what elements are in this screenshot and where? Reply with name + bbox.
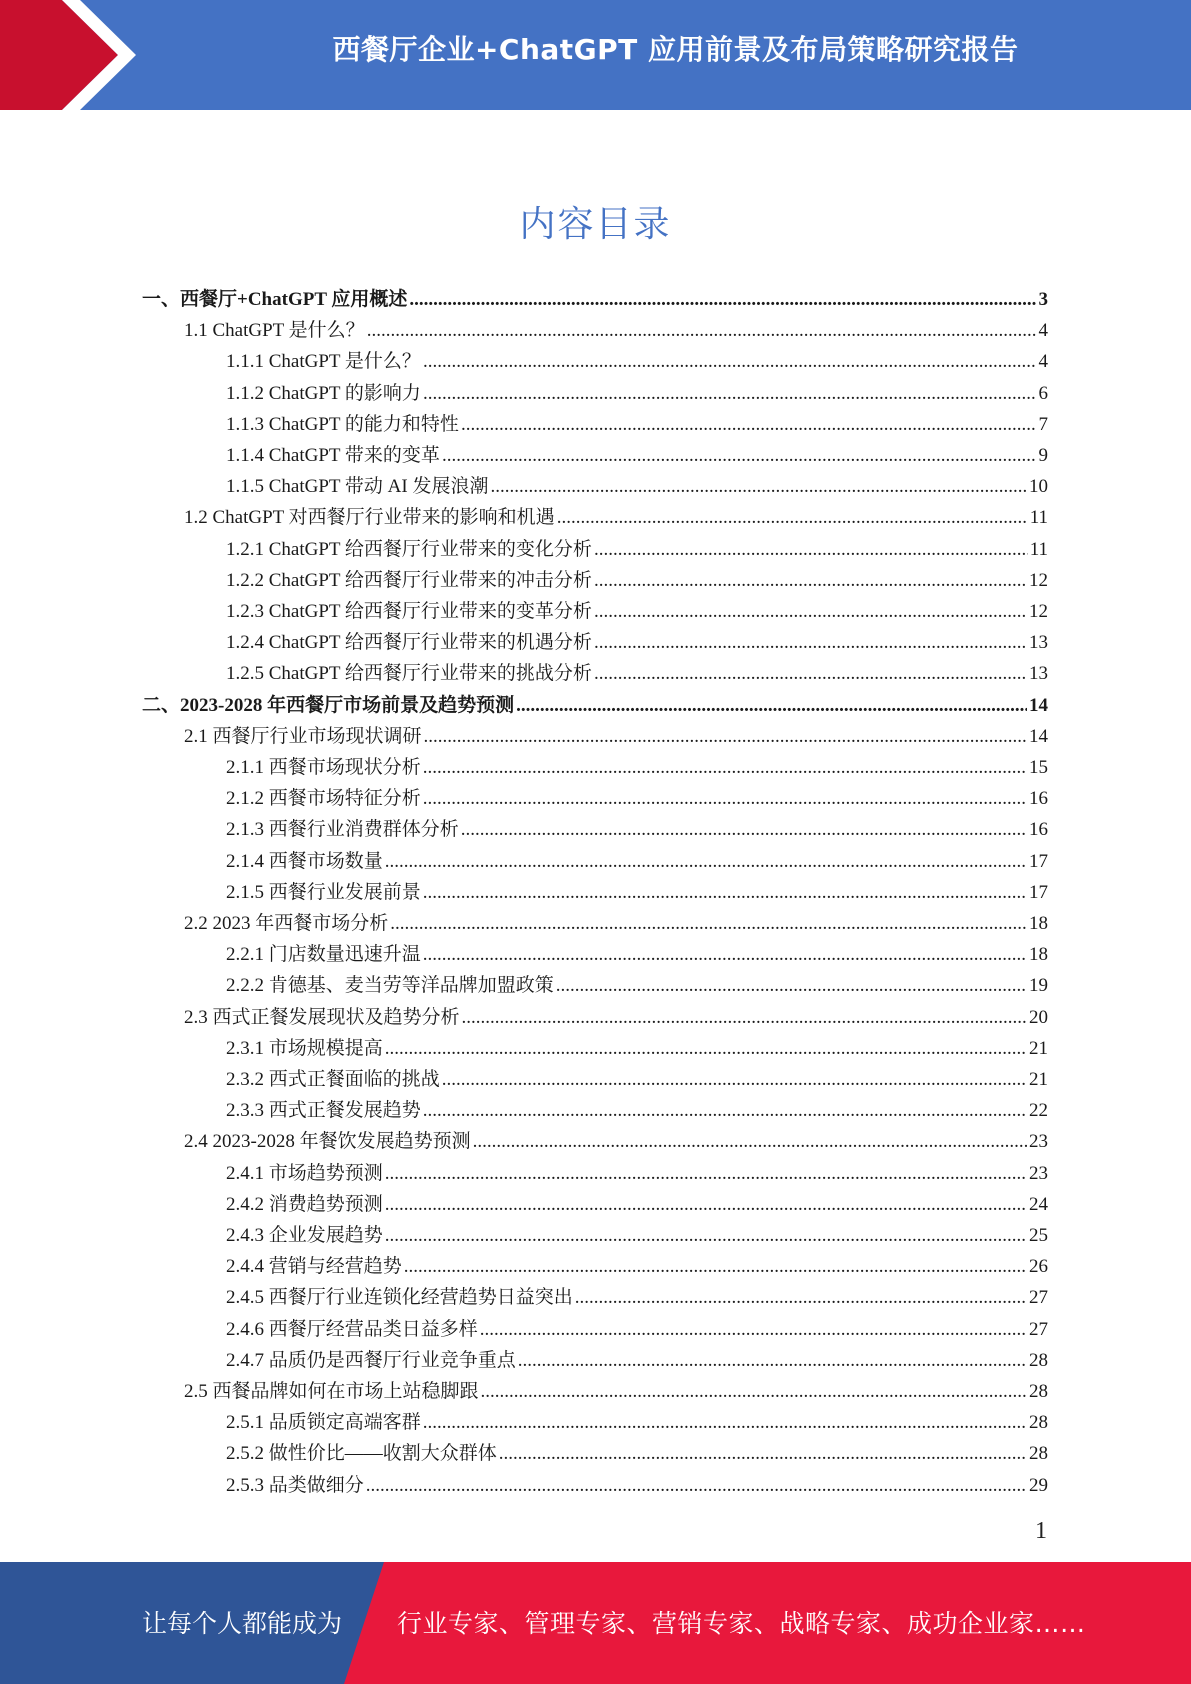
toc-entry-page: 15 [1029, 757, 1048, 778]
toc-entry[interactable] [184, 316, 1048, 346]
toc-entry-label: 2.5.2 做性价比——收割大众群体 [226, 1443, 497, 1465]
toc-entry-label: 1.2.2 ChatGPT 给西餐厅行业带来的冲击分析 [226, 569, 592, 591]
toc-leader-dots [461, 410, 1037, 440]
toc-entry-label: 1.1 ChatGPT 是什么？ [184, 320, 365, 342]
toc-leader-dots [480, 1315, 1027, 1345]
toc-entry-page: 25 [1029, 1225, 1048, 1246]
toc-entry[interactable] [184, 1377, 1048, 1407]
toc-entry-page: 23 [1029, 1131, 1048, 1153]
toc-entry-page: 24 [1029, 1193, 1048, 1215]
toc-entry-label: 二、2023-2028 年西餐厅市场前景及趋势预测 [142, 694, 515, 716]
toc-entry-page: 28 [1029, 1381, 1048, 1402]
toc-entry-page: 18 [1029, 913, 1048, 934]
toc-leader-dots [490, 472, 1027, 502]
toc-entry-label: 2.1.1 西餐市场现状分析 [226, 757, 421, 778]
toc-leader-dots [424, 722, 1027, 752]
toc-title: 内容目录 [519, 204, 672, 245]
toc-entry-label: 2.1.4 西餐市场数量 [226, 850, 383, 872]
toc-entry-page: 27 [1029, 1287, 1048, 1309]
toc-entry-page: 6 [1038, 382, 1048, 404]
toc-entry-page: 28 [1029, 1349, 1048, 1371]
toc-leader-dots [423, 1096, 1027, 1126]
toc-entry-label: 2.4.6 西餐厅经营品类日益多样 [226, 1318, 478, 1340]
toc-leader-dots [385, 1159, 1027, 1189]
toc-entry-page: 16 [1029, 819, 1048, 841]
toc-leader-dots [423, 379, 1037, 409]
toc-entry-label: 1.2.4 ChatGPT 给西餐厅行业带来的机遇分析 [226, 632, 592, 654]
toc-leader-dots [481, 1377, 1027, 1407]
page-header [0, 0, 1191, 110]
toc-leader-dots [594, 566, 1027, 596]
toc-entry[interactable] [226, 847, 1048, 877]
toc-entry[interactable] [184, 503, 1048, 533]
toc-entry-label: 1.2.1 ChatGPT 给西餐厅行业带来的变化分析 [226, 538, 592, 560]
toc-leader-dots [423, 1408, 1027, 1438]
toc-entry[interactable] [226, 347, 1048, 377]
toc-leader-dots [462, 1003, 1027, 1033]
toc-entry-page: 29 [1029, 1474, 1048, 1496]
toc-entry[interactable] [226, 1346, 1048, 1376]
toc-entry-page: 12 [1029, 601, 1048, 622]
toc-leader-dots [518, 1346, 1027, 1376]
toc-entry-label: 1.2 ChatGPT 对西餐厅行业带来的影响和机遇 [184, 507, 555, 529]
page-footer [0, 1562, 1191, 1684]
toc-entry-label: 2.4.5 西餐厅行业连锁化经营趋势日益突出 [226, 1287, 573, 1309]
report-title: 西餐厅企业+ChatGPT 应用前景及布局策略研究报告 [332, 33, 1019, 66]
toc-entry-label: 2.3.3 西式正餐发展趋势 [226, 1100, 421, 1122]
toc-entry-label: 2.4.2 消费趋势预测 [226, 1193, 383, 1215]
toc-leader-dots [423, 878, 1027, 908]
toc-entry-label: 2.4.7 品质仍是西餐厅行业竞争重点 [226, 1349, 516, 1371]
toc-leader-dots [366, 1471, 1027, 1501]
toc-entry-label: 2.3 西式正餐发展现状及趋势分析 [184, 1006, 460, 1028]
toc-entry[interactable] [226, 815, 1048, 845]
toc-entry[interactable] [226, 878, 1048, 908]
toc-entry[interactable] [184, 1003, 1048, 1033]
toc-leader-dots [442, 441, 1037, 471]
toc-entry-page: 16 [1029, 788, 1048, 810]
toc-entry[interactable] [226, 1315, 1048, 1345]
toc-entry-page: 10 [1029, 476, 1048, 498]
toc-leader-dots [499, 1439, 1027, 1469]
toc-entry-page: 17 [1029, 850, 1048, 872]
toc-entry[interactable] [226, 971, 1048, 1001]
toc-leader-dots [594, 535, 1028, 565]
toc-entry-page: 13 [1029, 663, 1048, 685]
toc-entry-page: 23 [1029, 1162, 1048, 1184]
toc-entry-label: 2.2 2023 年西餐市场分析 [184, 913, 389, 934]
footer-slogan: 让每个人都能成为 [142, 1609, 343, 1638]
toc-entry-label: 2.1.2 西餐市场特征分析 [226, 788, 421, 810]
toc-entry[interactable] [226, 1034, 1048, 1064]
toc-entry-label: 2.1.3 西餐行业消费群体分析 [226, 819, 459, 841]
toc-entry-page: 4 [1038, 351, 1048, 373]
toc-leader-dots [461, 815, 1027, 845]
toc-entry[interactable] [226, 1159, 1048, 1189]
toc-leader-dots [423, 940, 1027, 970]
toc-entry[interactable] [226, 410, 1048, 440]
toc-entry-label: 1.1.1 ChatGPT 是什么？ [226, 351, 421, 373]
toc-entry[interactable] [226, 472, 1048, 502]
toc-entry[interactable] [226, 441, 1048, 471]
toc-entry-page: 4 [1038, 320, 1048, 342]
toc-leader-dots [557, 503, 1028, 533]
toc-entry[interactable] [226, 784, 1048, 814]
toc-entry[interactable] [142, 691, 1048, 721]
toc-leader-dots [404, 1252, 1027, 1282]
toc-entry-label: 2.4.3 企业发展趋势 [226, 1225, 383, 1246]
toc-entry-label: 2.2.2 肯德基、麦当劳等洋品牌加盟政策 [226, 975, 554, 997]
toc-leader-dots [594, 628, 1027, 658]
toc-leader-dots [442, 1065, 1027, 1095]
toc-entry-label: 2.5 西餐品牌如何在市场上站稳脚跟 [184, 1381, 479, 1402]
toc-leader-dots [556, 971, 1027, 1001]
toc-entry[interactable] [226, 1190, 1048, 1220]
toc-entry-page: 18 [1029, 944, 1048, 966]
toc-entry[interactable] [226, 628, 1048, 658]
toc-entry[interactable] [226, 566, 1048, 596]
toc-entry[interactable] [226, 1221, 1048, 1251]
toc-entry[interactable] [226, 940, 1048, 970]
toc-leader-dots [423, 347, 1037, 377]
toc-entry-page: 11 [1029, 538, 1048, 560]
toc-leader-dots [594, 597, 1027, 627]
toc-entry-label: 一、西餐厅+ChatGPT 应用概述 [142, 289, 408, 310]
toc-entry-page: 7 [1038, 413, 1048, 435]
toc-entry[interactable] [226, 379, 1048, 409]
toc-leader-dots [367, 316, 1037, 346]
toc-entry-page: 3 [1038, 289, 1048, 310]
toc-leader-dots [385, 1190, 1027, 1220]
toc-entry-page: 12 [1029, 569, 1048, 591]
toc-entry[interactable] [226, 659, 1048, 689]
toc-entry[interactable] [184, 1127, 1048, 1157]
toc-leader-dots [423, 753, 1027, 783]
toc-leader-dots [516, 691, 1027, 721]
toc-entry[interactable] [226, 753, 1048, 783]
toc-entry-page: 22 [1029, 1100, 1048, 1122]
toc-entry-label: 2.1.5 西餐行业发展前景 [226, 881, 421, 903]
toc-entry-page: 20 [1029, 1006, 1048, 1028]
toc-leader-dots [594, 659, 1027, 689]
toc-entry-label: 1.1.2 ChatGPT 的影响力 [226, 382, 421, 404]
toc-entry-label: 1.2.5 ChatGPT 给西餐厅行业带来的挑战分析 [226, 663, 592, 685]
toc-entry[interactable] [226, 1096, 1048, 1126]
toc-entry-label: 2.5.1 品质锁定高端客群 [226, 1412, 421, 1434]
toc-entry-label: 2.5.3 品类做细分 [226, 1474, 364, 1496]
toc-entry-page: 14 [1029, 694, 1048, 716]
toc-entry-page: 26 [1029, 1256, 1048, 1278]
toc-entry-page: 17 [1029, 881, 1048, 903]
toc-entry[interactable] [226, 1065, 1048, 1095]
toc-entry[interactable] [184, 722, 1048, 752]
footer-roles: 行业专家、管理专家、营销专家、战略专家、成功企业家…… [397, 1609, 1086, 1638]
toc-entry-label: 2.4 2023-2028 年餐饮发展趋势预测 [184, 1131, 471, 1153]
toc-entry-page: 27 [1029, 1318, 1048, 1340]
toc-entry-label: 1.1.4 ChatGPT 带来的变革 [226, 445, 440, 466]
toc-entry[interactable] [226, 1252, 1048, 1282]
toc-entry[interactable] [226, 535, 1048, 565]
toc-entry[interactable] [226, 1408, 1048, 1438]
toc-entry[interactable] [226, 1283, 1048, 1313]
toc-entry-label: 1.2.3 ChatGPT 给西餐厅行业带来的变革分析 [226, 601, 592, 622]
toc-leader-dots [409, 285, 1036, 315]
page-number: 1 [1035, 1518, 1047, 1544]
toc-entry-page: 11 [1029, 507, 1048, 529]
toc-leader-dots [390, 909, 1027, 939]
toc-entry[interactable] [184, 909, 1048, 939]
toc-entry-page: 28 [1029, 1443, 1048, 1465]
toc-entry[interactable] [226, 1439, 1048, 1469]
toc-leader-dots [385, 847, 1027, 877]
toc-entry[interactable] [226, 1471, 1048, 1501]
toc-entry-page: 14 [1029, 725, 1048, 747]
toc-entry-label: 2.3.1 市场规模提高 [226, 1037, 383, 1059]
toc-entry-label: 2.1 西餐厅行业市场现状调研 [184, 725, 422, 747]
toc-entry-label: 2.3.2 西式正餐面临的挑战 [226, 1069, 440, 1090]
toc-entry-page: 13 [1029, 632, 1048, 654]
toc-entry[interactable] [142, 285, 1048, 315]
toc-entry-label: 1.1.3 ChatGPT 的能力和特性 [226, 413, 459, 435]
toc-leader-dots [385, 1034, 1027, 1064]
toc-entry-page: 9 [1038, 445, 1048, 466]
toc-entry-label: 2.4.1 市场趋势预测 [226, 1162, 383, 1184]
toc-entry-page: 21 [1029, 1037, 1048, 1059]
toc-leader-dots [385, 1221, 1027, 1251]
header-chevron-icon [0, 0, 160, 110]
toc-entry-label: 2.4.4 营销与经营趋势 [226, 1256, 402, 1278]
toc-entry[interactable] [226, 597, 1048, 627]
toc-leader-dots [575, 1283, 1027, 1313]
toc-leader-dots [473, 1127, 1027, 1157]
toc-leader-dots [423, 784, 1027, 814]
toc-entry-label: 1.1.5 ChatGPT 带动 AI 发展浪潮 [226, 476, 489, 498]
toc-entry-page: 28 [1029, 1412, 1048, 1434]
toc-entry-page: 19 [1029, 975, 1048, 997]
toc-entry-page: 21 [1029, 1069, 1048, 1090]
toc-entry-label: 2.2.1 门店数量迅速升温 [226, 944, 421, 966]
